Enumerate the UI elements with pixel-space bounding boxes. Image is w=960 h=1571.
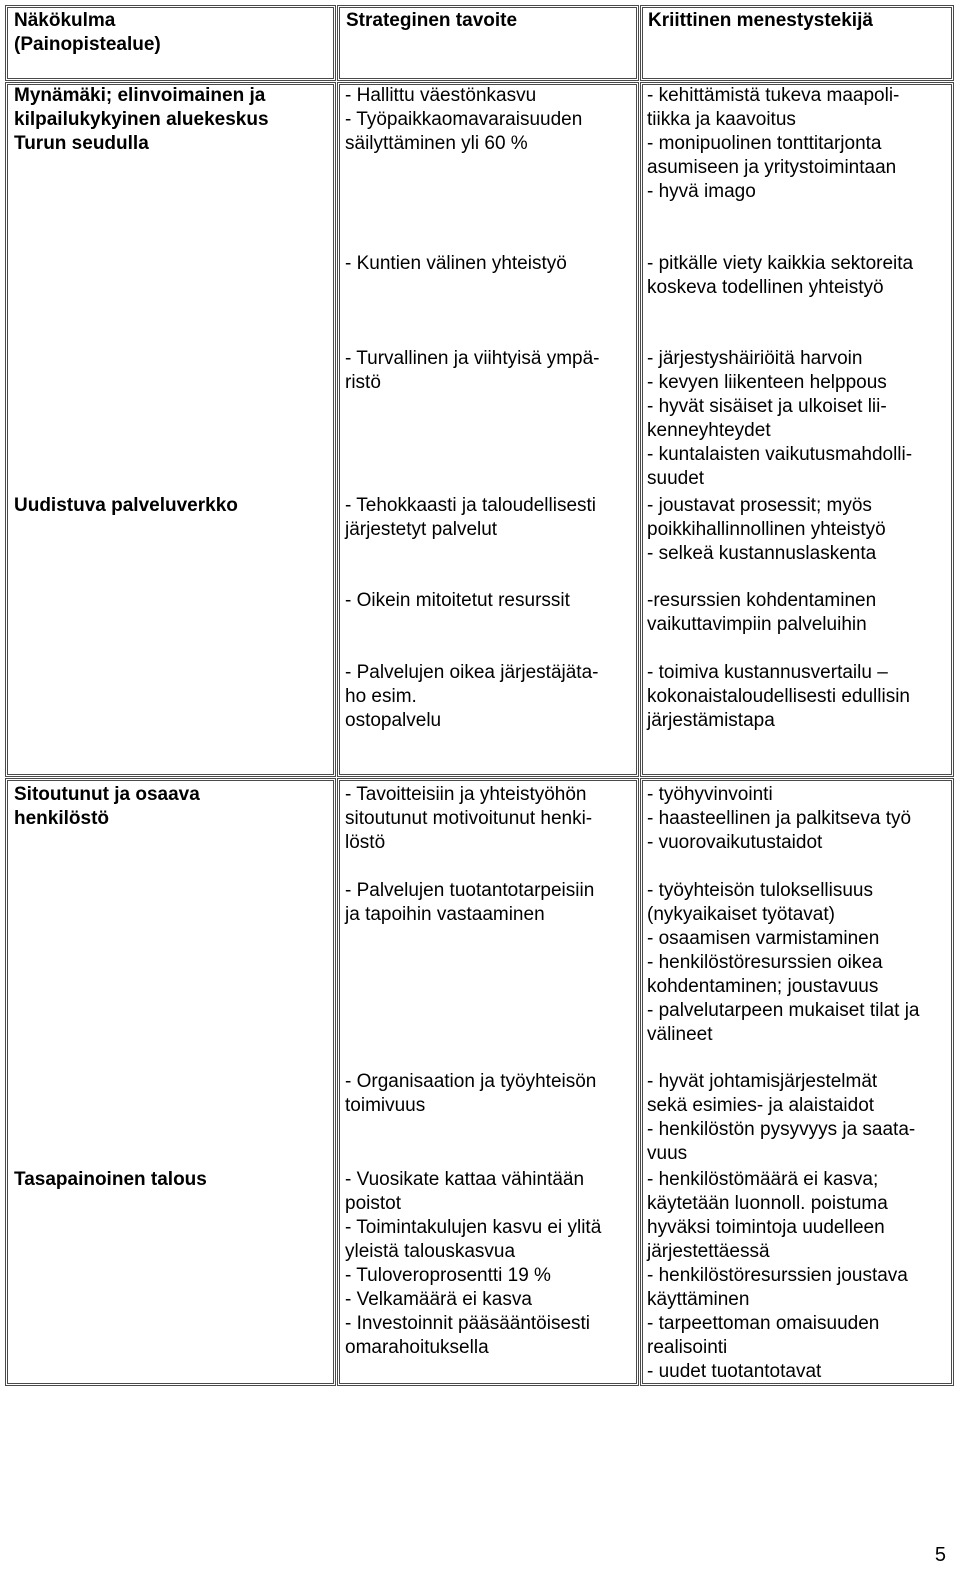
goal-text: - Palvelujen tuotantotarpeisiin ja tapoihin vastaaminen	[345, 880, 595, 925]
perspective-henkilosto: Sitoutunut ja osaava henkilöstö	[14, 784, 200, 829]
factor-text: - henkilöstömäärä ei kasva; käytetään luonnoll. poistuma hyväksi toimintoja uudelleen järjestettäessä - henkilöstöresurssien joustava käyttäminen - tarpeettoman omaisuuden realisointi - uudet tuotantotavat	[647, 1169, 908, 1382]
goal-text: - Organisaation ja työyhteisön toimivuus	[345, 1071, 597, 1116]
header-perspective: Näkökulma (Painopistealue)	[14, 10, 161, 55]
perspective-mynamaki: Mynämäki; elinvoimainen ja kilpailukykyinen aluekeskus Turun seudulla	[14, 85, 269, 154]
factor-text: - joustavat prosessit; myös poikkihallinnollinen yhteistyö - selkeä kustannuslaskenta	[647, 495, 886, 564]
factor-text: - järjestyshäiriöitä harvoin - kevyen liikenteen helppous - hyvät sisäiset ja ulkoiset lii- kenneyhteydet - kuntalaisten vaikutusmahdolli- suudet	[647, 348, 913, 489]
goal-text: - Palvelujen oikea järjestäjäta- ho esim. ostopalvelu	[345, 662, 599, 731]
factor-text: -resurssien kohdentaminen vaikuttavimpiin palveluihin	[647, 590, 877, 635]
page-number: 5	[934, 1544, 946, 1566]
factor-text: - pitkälle viety kaikkia sektoreita koskeva todellinen yhteistyö	[647, 253, 914, 298]
factor-text: - hyvät johtamisjärjestelmät sekä esimies- ja alaistaidot - henkilöstön pysyvyys ja saata- vuus	[647, 1071, 916, 1164]
goal-text: - Vuosikate kattaa vähintään poistot - Toimintakulujen kasvu ei ylitä yleistä talouskasvua - Tuloveroprosentti 19 % - Velkamäärä ei kasva - Investoinnit pääsääntöisesti omarahoituksella	[345, 1169, 602, 1358]
header-factor: Kriittinen menestystekijä	[648, 10, 873, 31]
goal-text: - Tavoitteisiin ja yhteistyöhön sitoutunut motivoitunut henki- löstö	[345, 784, 593, 853]
section-1-perspective-cell	[5, 82, 336, 777]
section-2-perspective-cell	[5, 778, 336, 1386]
goal-text: - Hallittu väestönkasvu - Työpaikkaomavaraisuuden säilyttäminen yli 60 %	[345, 85, 583, 154]
goal-text: - Kuntien välinen yhteistyö	[345, 253, 567, 274]
factor-text: - toimiva kustannusvertailu – kokonaistaloudellisesti edullisin järjestämistapa	[647, 662, 910, 731]
factor-text: - työyhteisön tuloksellisuus (nykyaikaiset työtavat) - osaamisen varmistaminen - henkilöstöresurssien oikea kohdentaminen; joustavuus - palvelutarpeen mukaiset tilat ja välineet	[647, 880, 920, 1045]
perspective-talous: Tasapainoinen talous	[14, 1169, 207, 1190]
goal-text: - Turvallinen ja viihtyisä ympä- ristö	[345, 348, 600, 393]
header-goal: Strateginen tavoite	[346, 10, 518, 31]
goal-text: - Oikein mitoitetut resurssit	[345, 590, 570, 611]
perspective-palveluverkko: Uudistuva palveluverkko	[14, 495, 238, 516]
goal-text: - Tehokkaasti ja taloudellisesti järjestetyt palvelut	[345, 495, 597, 540]
factor-text: - työhyvinvointi - haasteellinen ja palkitseva työ - vuorovaikutustaidot	[647, 784, 912, 853]
factor-text: - kehittämistä tukeva maapoli- tiikka ja kaavoitus - monipuolinen tonttitarjonta asumiseen ja yritystoimintaan - hyvä imago	[647, 85, 900, 202]
